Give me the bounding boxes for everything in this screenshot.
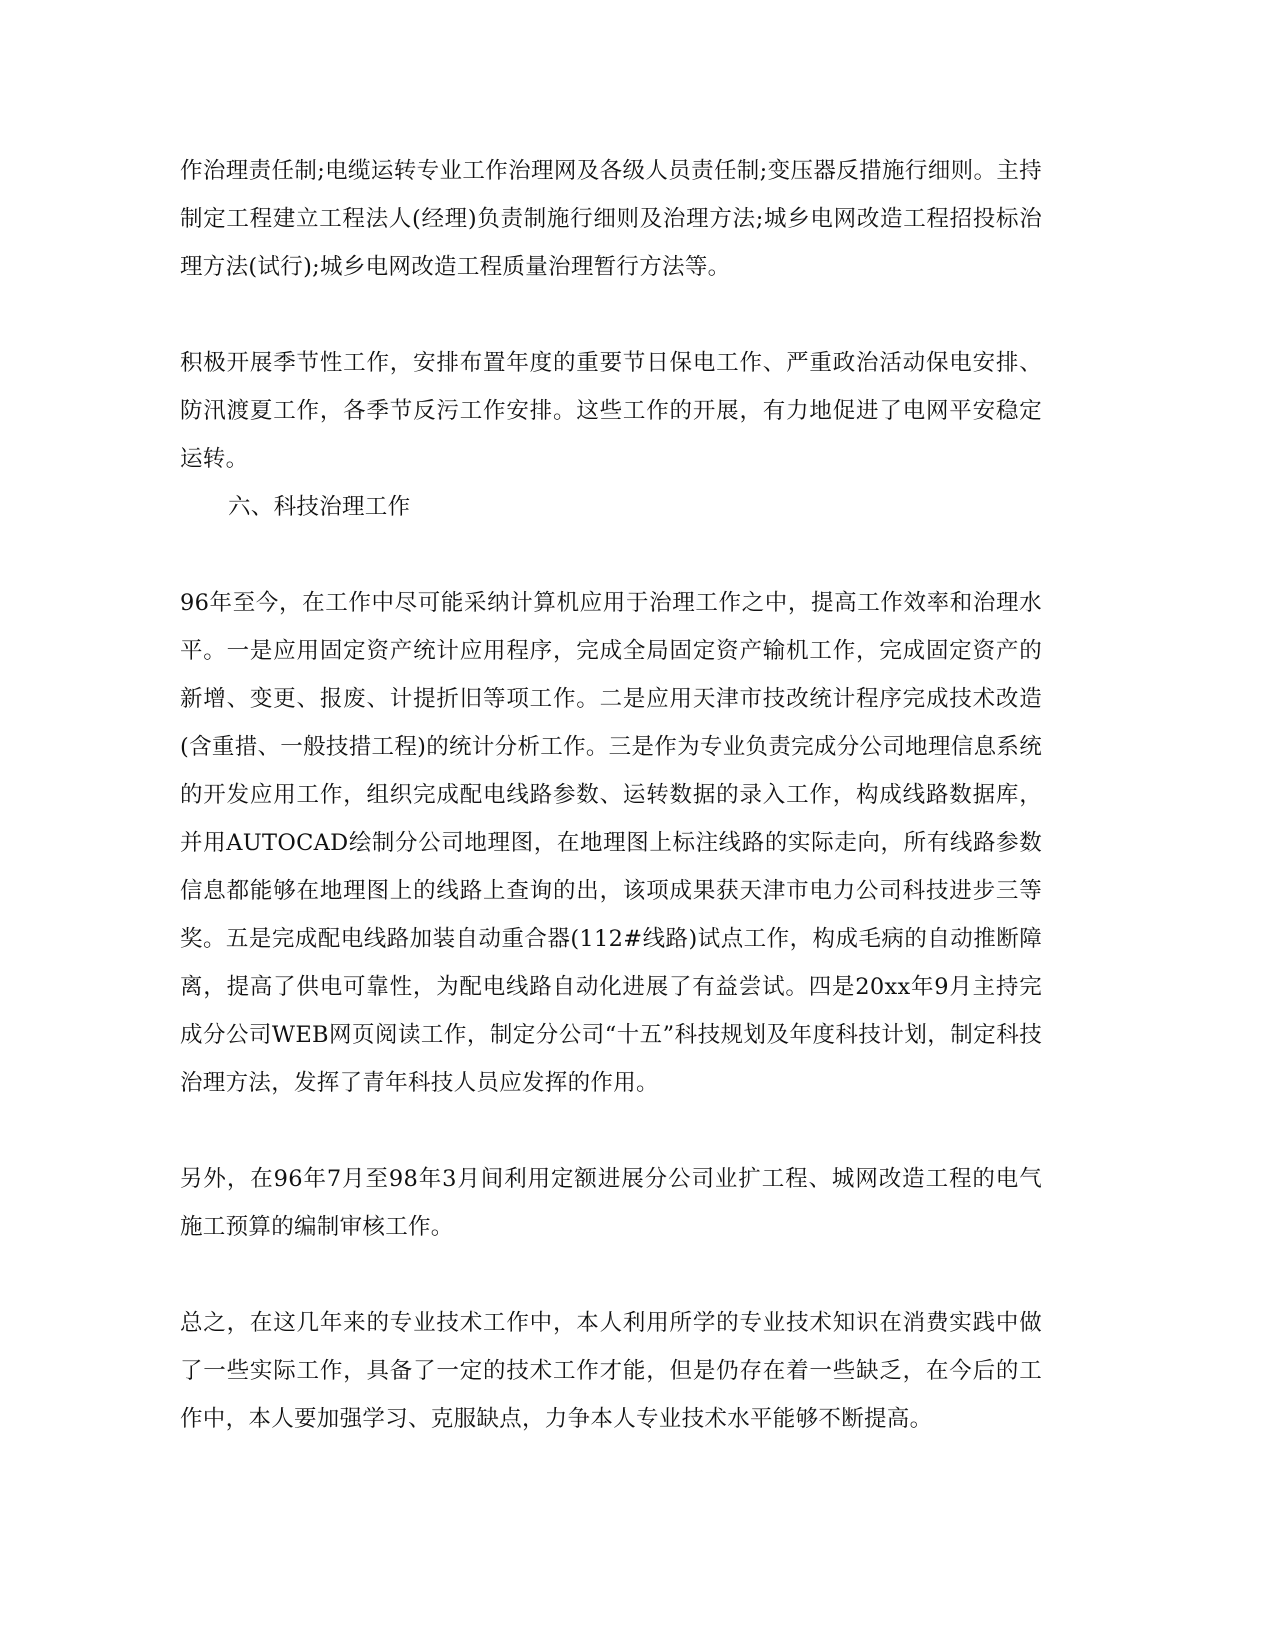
paragraph-budget-review: 另外，在96年7月至98年3月间利用定额进展分公司业扩工程、城网改造工程的电气施工预算的编制审核工作。 [180,1166,1042,1240]
document-body [180,147,1042,1443]
paragraph-responsibility-systems: 作治理责任制;电缆运转专业工作治理网及各级人员责任制;变压器反措施行细则。主持制定工程建立工程法人(经理)负责制施行细则及治理方法;城乡电网改造工程招投标治理方法(试行);城乡电网改造工程质量治理暂行方法等。 [180,158,1042,280]
paragraph-summary: 总之，在这几年来的专业技术工作中，本人利用所学的专业技术知识在消费实践中做了一些实际工作，具备了一定的技术工作才能，但是仍存在着一些缺乏，在今后的工作中，本人要加强学习、克服缺点，力争本人专业技术水平能够不断提高。 [180,1310,1042,1432]
paragraph-computer-applications: 96年至今，在工作中尽可能采纳计算机应用于治理工作之中，提高工作效率和治理水平。一是应用固定资产统计应用程序，完成全局固定资产输机工作，完成固定资产的新增、变更、报废、计提折旧等项工作。二是应用天津市技改统计程序完成技术改造(含重措、一般技措工程)的统计分析工作。三是作为专业负责完成分公司地理信息系统的开发应用工作，组织完成配电线路参数、运转数据的录入工作，构成线路数据库，并用AUTOCAD绘制分公司地理图，在地理图上标注线路的实际走向，所有线路参数信息都能够在地理图上的线路上查询的出，该项成果获天津市电力公司科技进步三等奖。五是完成配电线路加装自动重合器(112#线路)试点工作，构成毛病的自动推断障离，提高了供电可靠性，为配电线路自动化进展了有益尝试。四是20xx年9月主持完成分公司WEB网页阅读工作，制定分公司“十五”科技规划及年度科技计划，制定科技治理方法，发挥了青年科技人员应发挥的作用。 [180,590,1042,1096]
section-heading-tech-management: 六、科技治理工作 [228,494,411,520]
paragraph-seasonal-work: 积极开展季节性工作，安排布置年度的重要节日保电工作、严重政治活动保电安排、防汛渡夏工作，各季节反污工作安排。这些工作的开展，有力地促进了电网平安稳定运转。 [180,350,1042,472]
